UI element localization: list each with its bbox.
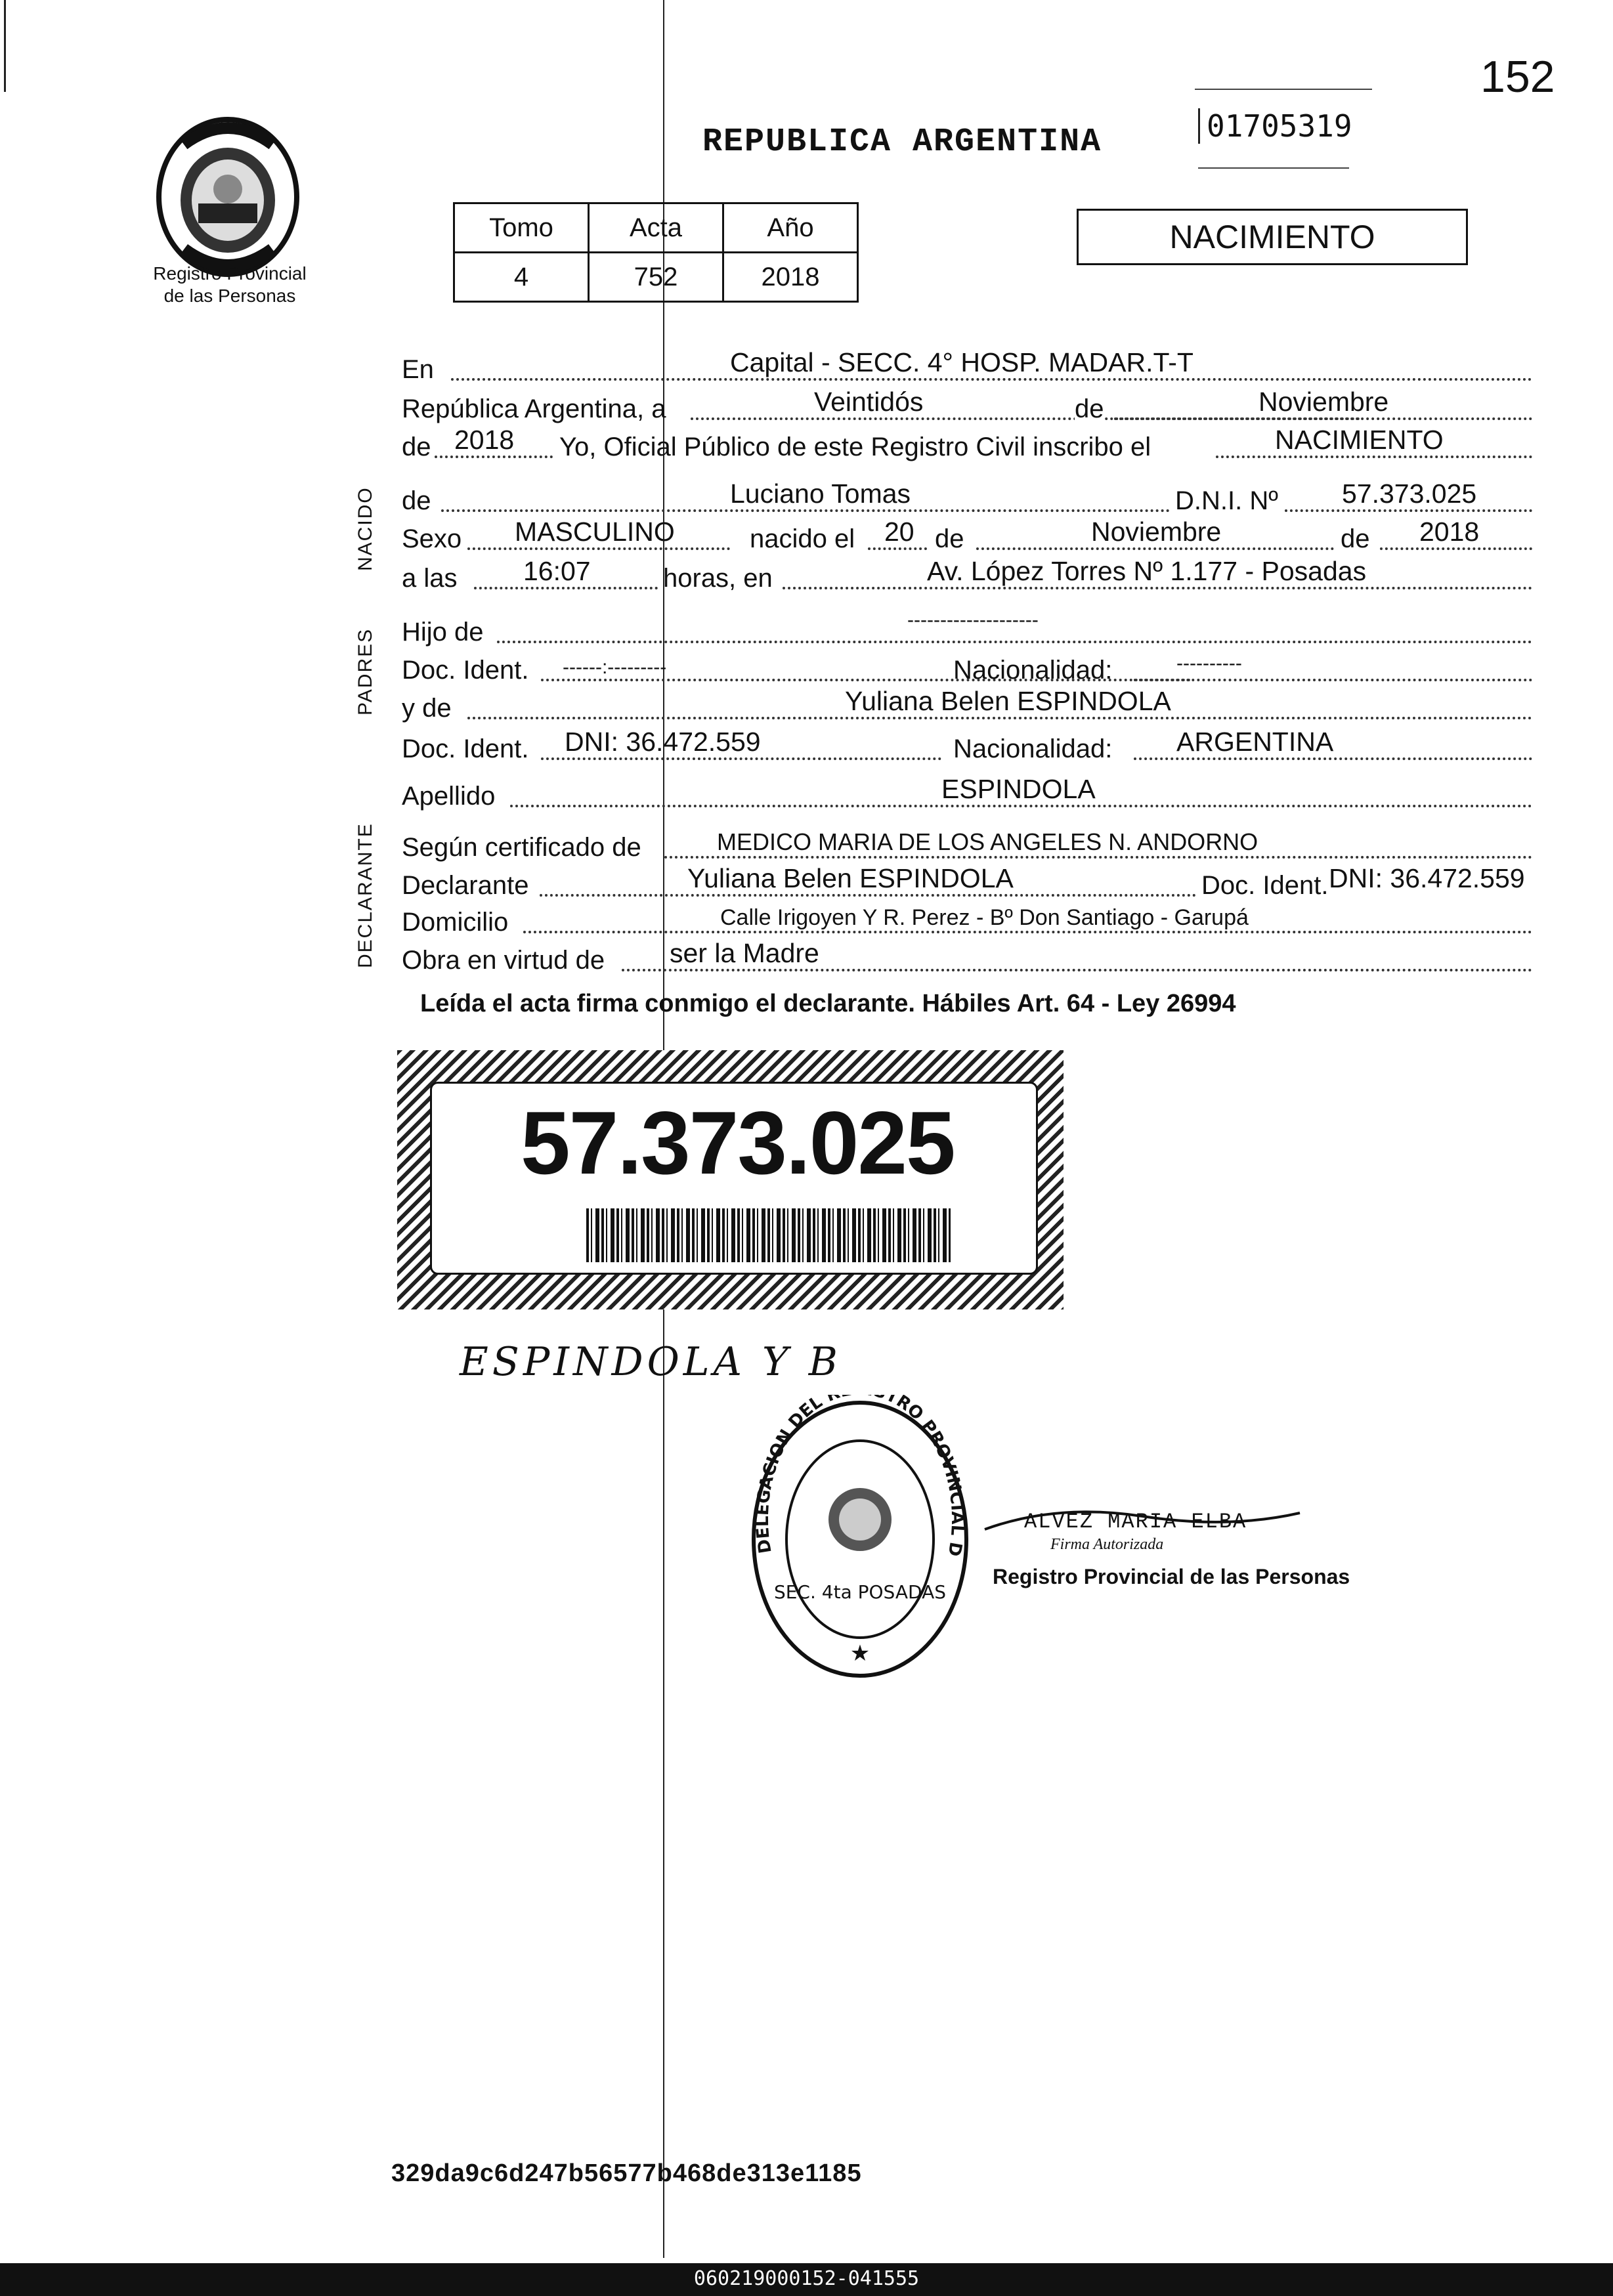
row-fecha bbox=[402, 387, 1532, 427]
doc3-value: DNI: 36.472.559 bbox=[1329, 863, 1525, 893]
page-number: 152 bbox=[1480, 52, 1555, 102]
side-label-padres: PADRES bbox=[355, 627, 376, 715]
stamp-seal-icon bbox=[745, 1395, 975, 1684]
row-declarante bbox=[402, 864, 1532, 903]
row-nombre bbox=[402, 479, 1532, 519]
serial-number: 01705319 bbox=[1198, 108, 1352, 144]
acta-header: Acta bbox=[589, 203, 723, 253]
anio-value: 2018 bbox=[454, 425, 515, 455]
en-value: Capital - SECC. 4° HOSP. MADAR.T-T bbox=[730, 347, 1194, 377]
row-obra bbox=[402, 939, 1532, 978]
sexo-value: MASCULINO bbox=[515, 517, 675, 547]
row-madre bbox=[402, 687, 1532, 726]
handwritten-note: ESPINDOLA Y B bbox=[460, 1339, 842, 1385]
row-doc2 bbox=[402, 727, 1532, 767]
tomo-header: Tomo bbox=[454, 203, 589, 253]
de3-label: de bbox=[935, 524, 964, 553]
tomo-acta-table bbox=[453, 202, 859, 303]
nombre-value: Luciano Tomas bbox=[730, 478, 911, 509]
row-hora bbox=[402, 557, 1532, 596]
dia-value: Veintidós bbox=[814, 387, 924, 417]
doc1-label: Doc. Ident. bbox=[402, 656, 529, 685]
nacido-label: nacido el bbox=[750, 524, 855, 553]
barcode-icon bbox=[586, 1208, 951, 1262]
signature-name: ALVEZ MARIA ELBA bbox=[1024, 1510, 1247, 1534]
nac1-label: Nacionalidad: bbox=[953, 656, 1113, 685]
doc2-value: DNI: 36.472.559 bbox=[565, 727, 761, 757]
row-domicilio bbox=[402, 901, 1532, 940]
registry-stamp bbox=[745, 1395, 975, 1684]
nac2-label: Nacionalidad: bbox=[953, 734, 1113, 763]
row-apellido bbox=[402, 775, 1532, 814]
de-label: de bbox=[1075, 394, 1104, 423]
serial-rule-bottom bbox=[1198, 167, 1349, 169]
apellido-label: Apellido bbox=[402, 782, 496, 811]
nacido-mes: Noviembre bbox=[1091, 517, 1222, 547]
row-en bbox=[402, 348, 1532, 387]
doc-type-box: NACIMIENTO bbox=[1077, 209, 1468, 265]
misiones-crest-logo bbox=[144, 112, 312, 279]
sexo-label: Sexo bbox=[402, 524, 462, 553]
serial-rule bbox=[1195, 89, 1372, 90]
document-hash: 329da9c6d247b56577b468de313e1185 bbox=[391, 2159, 862, 2187]
declarante-label: Declarante bbox=[402, 871, 529, 900]
tomo-value: 4 bbox=[454, 253, 589, 302]
horas-label: horas, en bbox=[663, 564, 773, 593]
anio-value: 2018 bbox=[723, 253, 858, 302]
de2-label: de bbox=[402, 486, 431, 515]
nac1-value: ---------- bbox=[1176, 652, 1242, 674]
anio-header: Año bbox=[723, 203, 858, 253]
acta-value: 752 bbox=[589, 253, 723, 302]
dni-barcode-frame bbox=[397, 1050, 1064, 1309]
nacido-dia: 20 bbox=[884, 517, 914, 547]
domicilio-value: Calle Irigoyen Y R. Perez - Bº Don Santiago - Garupá bbox=[720, 905, 1249, 930]
obra-value: ser la Madre bbox=[670, 938, 819, 968]
logo-caption bbox=[125, 263, 335, 307]
en-label: En bbox=[402, 355, 434, 384]
de4-label: de bbox=[1341, 524, 1370, 553]
stamp-inner-text: SEC. 4ta POSADAS bbox=[773, 1581, 947, 1603]
logo-caption-line2: de las Personas bbox=[163, 286, 296, 306]
dni-label: D.N.I. Nº bbox=[1175, 486, 1278, 515]
nacido-anio: 2018 bbox=[1419, 517, 1480, 547]
footer-bar bbox=[0, 2263, 1613, 2296]
side-label-declarante: DECLARANTE bbox=[355, 822, 376, 968]
nac2-value: ARGENTINA bbox=[1176, 727, 1334, 757]
hijo-value: -------------------- bbox=[907, 609, 1039, 631]
inscribo-value: NACIMIENTO bbox=[1275, 425, 1444, 455]
alas-label: a las bbox=[402, 564, 458, 593]
row-hijo bbox=[402, 610, 1532, 650]
hijo-label: Hijo de bbox=[402, 618, 484, 647]
star-icon: ★ bbox=[850, 1641, 871, 1666]
domicilio-label: Domicilio bbox=[402, 908, 509, 937]
closing-text: Leída el acta firma conmigo el declarante. Hábiles Art. 64 - Ley 26994 bbox=[420, 990, 1236, 1017]
dni-value: 57.373.025 bbox=[1342, 478, 1477, 509]
footer-code: 060219000152-041555 bbox=[693, 2267, 920, 2290]
doc1-value: ------:--------- bbox=[563, 656, 667, 678]
row-inscribo bbox=[402, 425, 1532, 465]
barcode-panel bbox=[430, 1082, 1038, 1275]
scan-edge-line bbox=[4, 0, 6, 92]
stamp-outer-text: DELEGACION DEL TRO PROVINCIAL D bbox=[752, 1395, 968, 1558]
row-certificado bbox=[402, 826, 1532, 865]
row-sexo bbox=[402, 517, 1532, 557]
dots bbox=[1134, 678, 1532, 681]
yde-label: y de bbox=[402, 694, 452, 723]
oficial-text: Yo, Oficial Público de este Registro Civil inscribo el bbox=[559, 433, 1151, 461]
signature-role: Firma Autorizada bbox=[1050, 1536, 1164, 1553]
dots bbox=[497, 640, 1532, 643]
hora-value: 16:07 bbox=[523, 556, 591, 586]
doc2-label: Doc. Ident. bbox=[402, 734, 529, 763]
logo-caption-line1: Registro Provincial bbox=[153, 263, 307, 284]
barcode-number: 57.373.025 bbox=[521, 1093, 955, 1193]
certificado-label: Según certificado de bbox=[402, 833, 641, 862]
mes-value: Noviembre bbox=[1258, 387, 1389, 417]
anio-prefix: de bbox=[402, 433, 431, 461]
declarante-value: Yuliana Belen ESPINDOLA bbox=[687, 863, 1014, 893]
document-title: REPUBLICA ARGENTINA bbox=[702, 123, 1102, 161]
obra-label: Obra en virtud de bbox=[402, 946, 605, 975]
doc3-label: Doc. Ident. bbox=[1201, 871, 1329, 900]
side-label-nacido: NACIDO bbox=[355, 486, 376, 571]
row-doc1 bbox=[402, 648, 1532, 688]
lugar-value: Av. López Torres Nº 1.177 - Posadas bbox=[927, 556, 1367, 586]
apellido-value: ESPINDOLA bbox=[941, 774, 1096, 804]
certificado-value: MEDICO MARIA DE LOS ANGELES N. ANDORNO bbox=[717, 828, 1258, 855]
madre-value: Yuliana Belen ESPINDOLA bbox=[845, 686, 1171, 716]
signature-registry: Registro Provincial de las Personas bbox=[993, 1565, 1350, 1588]
republica-label: República Argentina, a bbox=[402, 394, 666, 423]
